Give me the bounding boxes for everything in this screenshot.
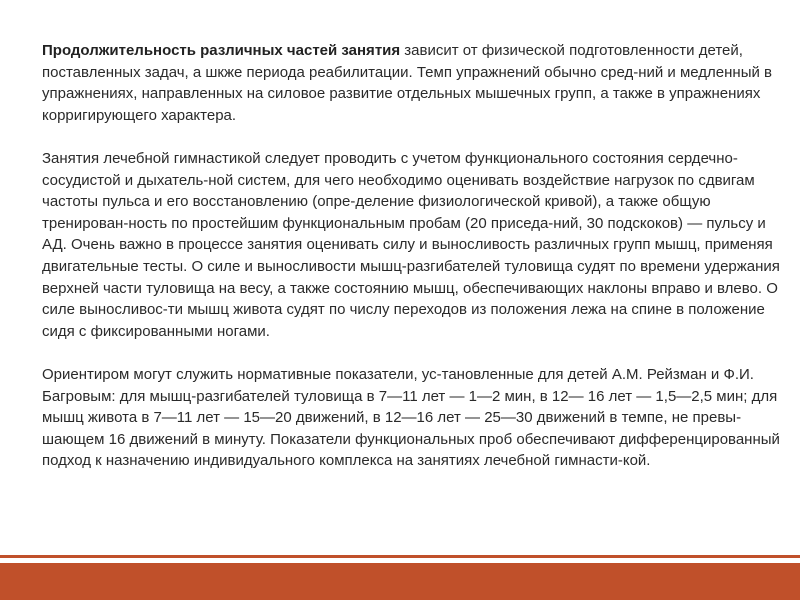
paragraph-norms [42, 364, 782, 472]
paragraph-text: зависит от физической подготовленности детей, поставленных задач, а шкже периода реабилитации. Темп упражнений обычно сред-ний и медленный в упражнениях, направленных на силовое развитие отдельных мышечных групп, а также в упражнениях корригирующего характера. [42, 42, 773, 124]
paragraph-duration [42, 40, 782, 126]
paragraph-monitoring [42, 148, 782, 342]
slide-body [42, 40, 782, 472]
footer-accent-band [0, 563, 800, 600]
paragraph-text: Ориентиром могут служить нормативные показатели, ус-тановленные для детей А.М. Рейзман и Ф.И. Багровым: для мышц-разгибателей туловища в 7—11 лет — 1—2 мин, в 12— 16 лет — 1,5—2,5 мин; для мышц живота в 7—11 лет — 15—20 движений, в 12—16 лет — 25—30 движений в темпе, не превы-шающем 16 движений в минуту. Показатели функциональных проб обеспечивают дифференцированный подход к назначению индивидуального комплекса на занятиях лечебной гимнасти-кой. [42, 365, 780, 470]
paragraph-text: Занятия лечебной гимнастикой следует проводить с учетом функционального состояния сердечно-сосудистой и дыхатель-ной систем, для чего необходимо оценивать воздействие нагрузок по сдвигам частоты пульса и его восстановлению (опре-деление физиологической кривой), а также общую тренирован-ность по простейшим функциональным пробам (20 приседа-ний, 30 подскоков) — пульсу и АД. Очень важно в процессе занятия оценивать силу и выносливость различных групп мышц, применяя двигательные тесты. О силе и выносливости мышц-разгибателей туловища судят по времени удержания верхней части туловища на весу, а также состоянию мышц, обеспечивающих наклоны вправо и влево. О силе выносливос-ти мышц живота судят по числу переходов из положения лежа на спине в положение сидя с фиксированными ногами. [42, 149, 780, 340]
paragraph-lead-heading: Продолжительность различных частей занятия [42, 42, 401, 59]
footer-accent-line [0, 555, 800, 558]
